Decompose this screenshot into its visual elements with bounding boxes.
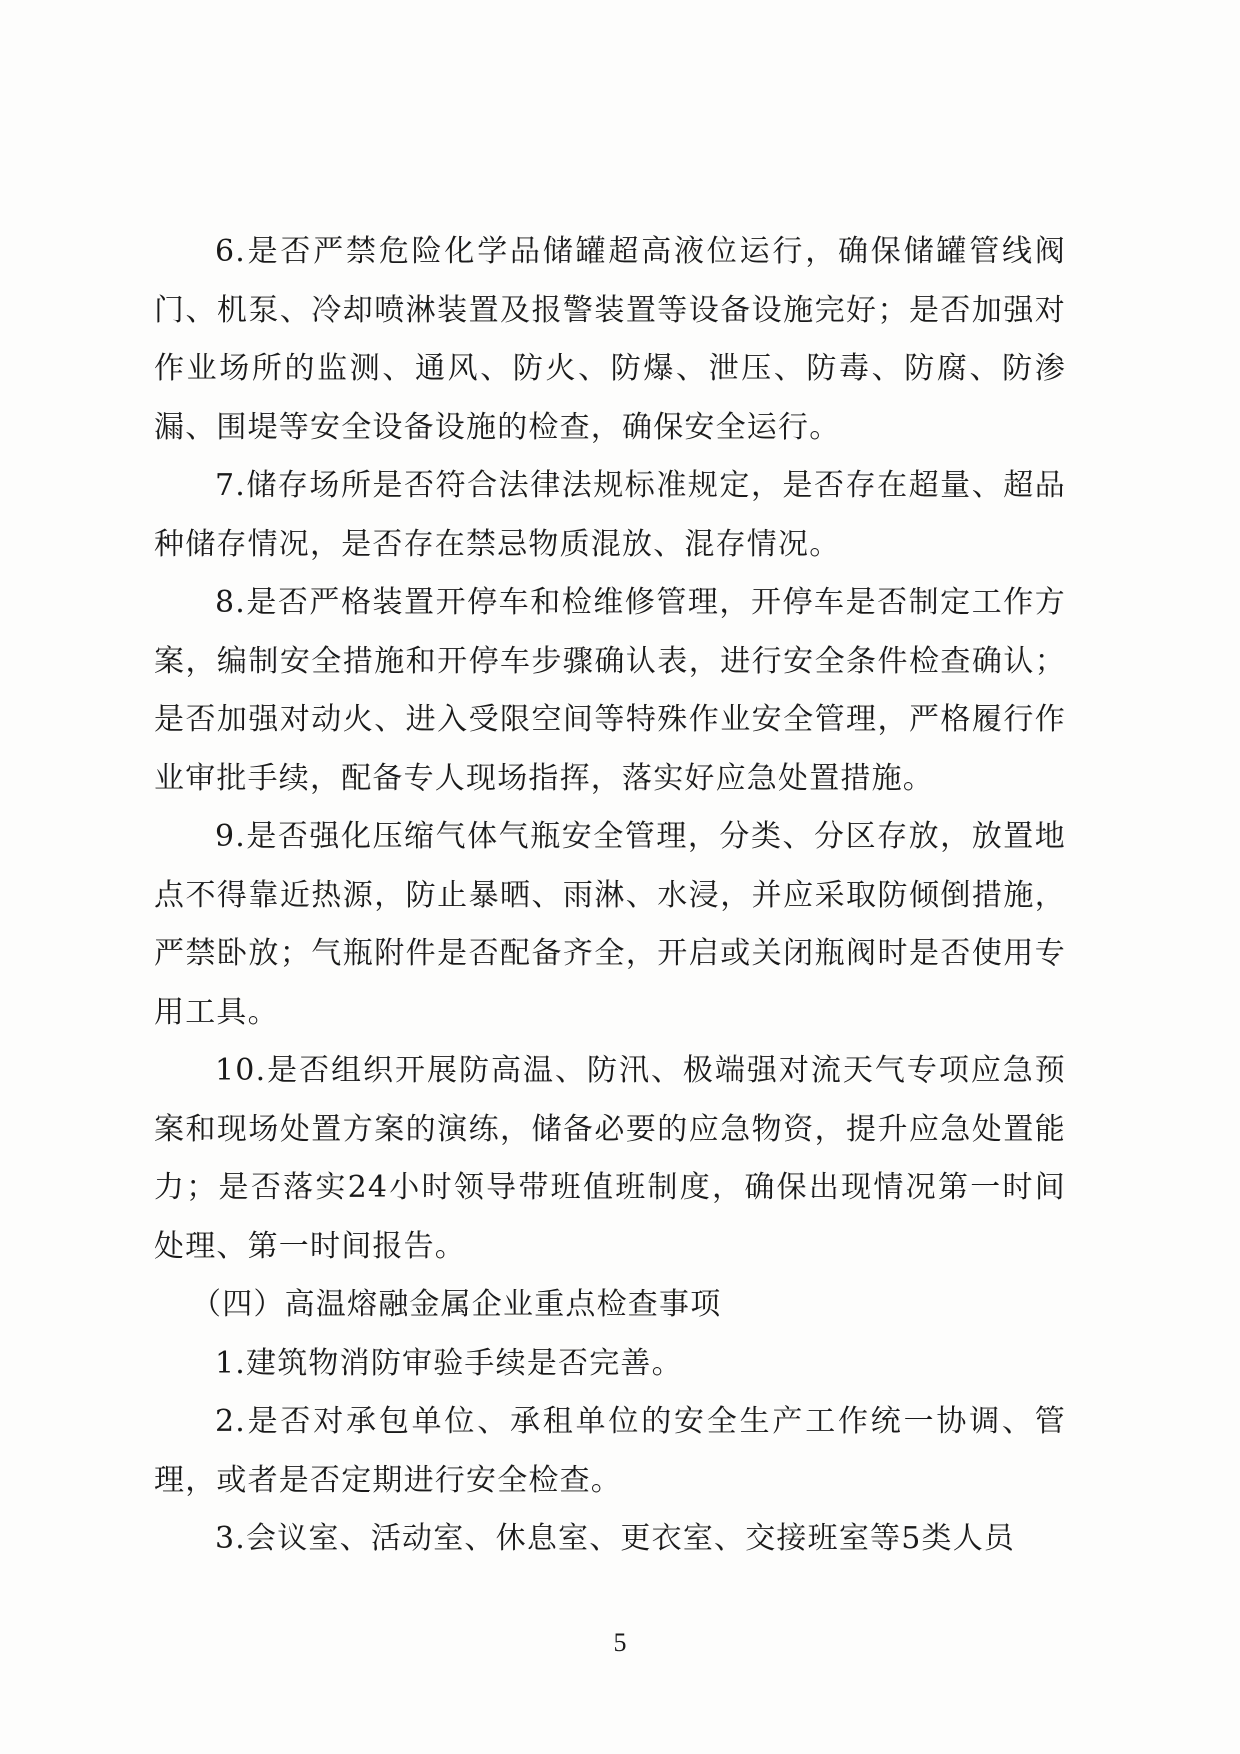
paragraph-item-8: 8.是否严格装置开停车和检维修管理，开停车是否制定工作方案，编制安全措施和开停车步骤确认表，进行安全条件检查确认；是否加强对动火、进入受限空间等特殊作业安全管理，严格履行作业审批手续，配备专人现场指挥，落实好应急处置措施。 <box>154 585 1066 796</box>
paragraph-item-7: 7.储存场所是否符合法律法规标准规定，是否存在超量、超品种储存情况，是否存在禁忌物质混放、混存情况。 <box>154 468 1066 562</box>
document-body <box>154 223 1066 1569</box>
paragraph-item-9: 9.是否强化压缩气体气瓶安全管理，分类、分区存放，放置地点不得靠近热源，防止暴晒、雨淋、水浸，并应采取防倾倒措施，严禁卧放；气瓶附件是否配备齐全，开启或关闭瓶阀时是否使用专用工具。 <box>154 819 1066 1030</box>
section-item-2: 2.是否对承包单位、承租单位的安全生产工作统一协调、管理，或者是否定期进行安全检查。 <box>154 1404 1066 1498</box>
section-heading: （四）高温熔融金属企业重点检查事项 <box>191 1287 722 1322</box>
paragraph-item-10: 10.是否组织开展防高温、防汛、极端强对流天气专项应急预案和现场处置方案的演练，储备必要的应急物资，提升应急处置能力；是否落实24小时领导带班值班制度，确保出现情况第一时间处理、第一时间报告。 <box>154 1053 1066 1264</box>
section-item-1: 1.建筑物消防审验手续是否完善。 <box>215 1345 683 1381</box>
paragraph-item-6: 6.是否严禁危险化学品储罐超高液位运行，确保储罐管线阀门、机泵、冷却喷淋装置及报警装置等设备设施完好；是否加强对作业场所的监测、通风、防火、防爆、泄压、防毒、防腐、防渗漏、围堤等安全设备设施的检查，确保安全运行。 <box>154 234 1066 445</box>
page-number: 5 <box>613 1628 627 1657</box>
section-item-3: 3.会议室、活动室、休息室、更衣室、交接班室等5类人员 <box>215 1521 1016 1556</box>
